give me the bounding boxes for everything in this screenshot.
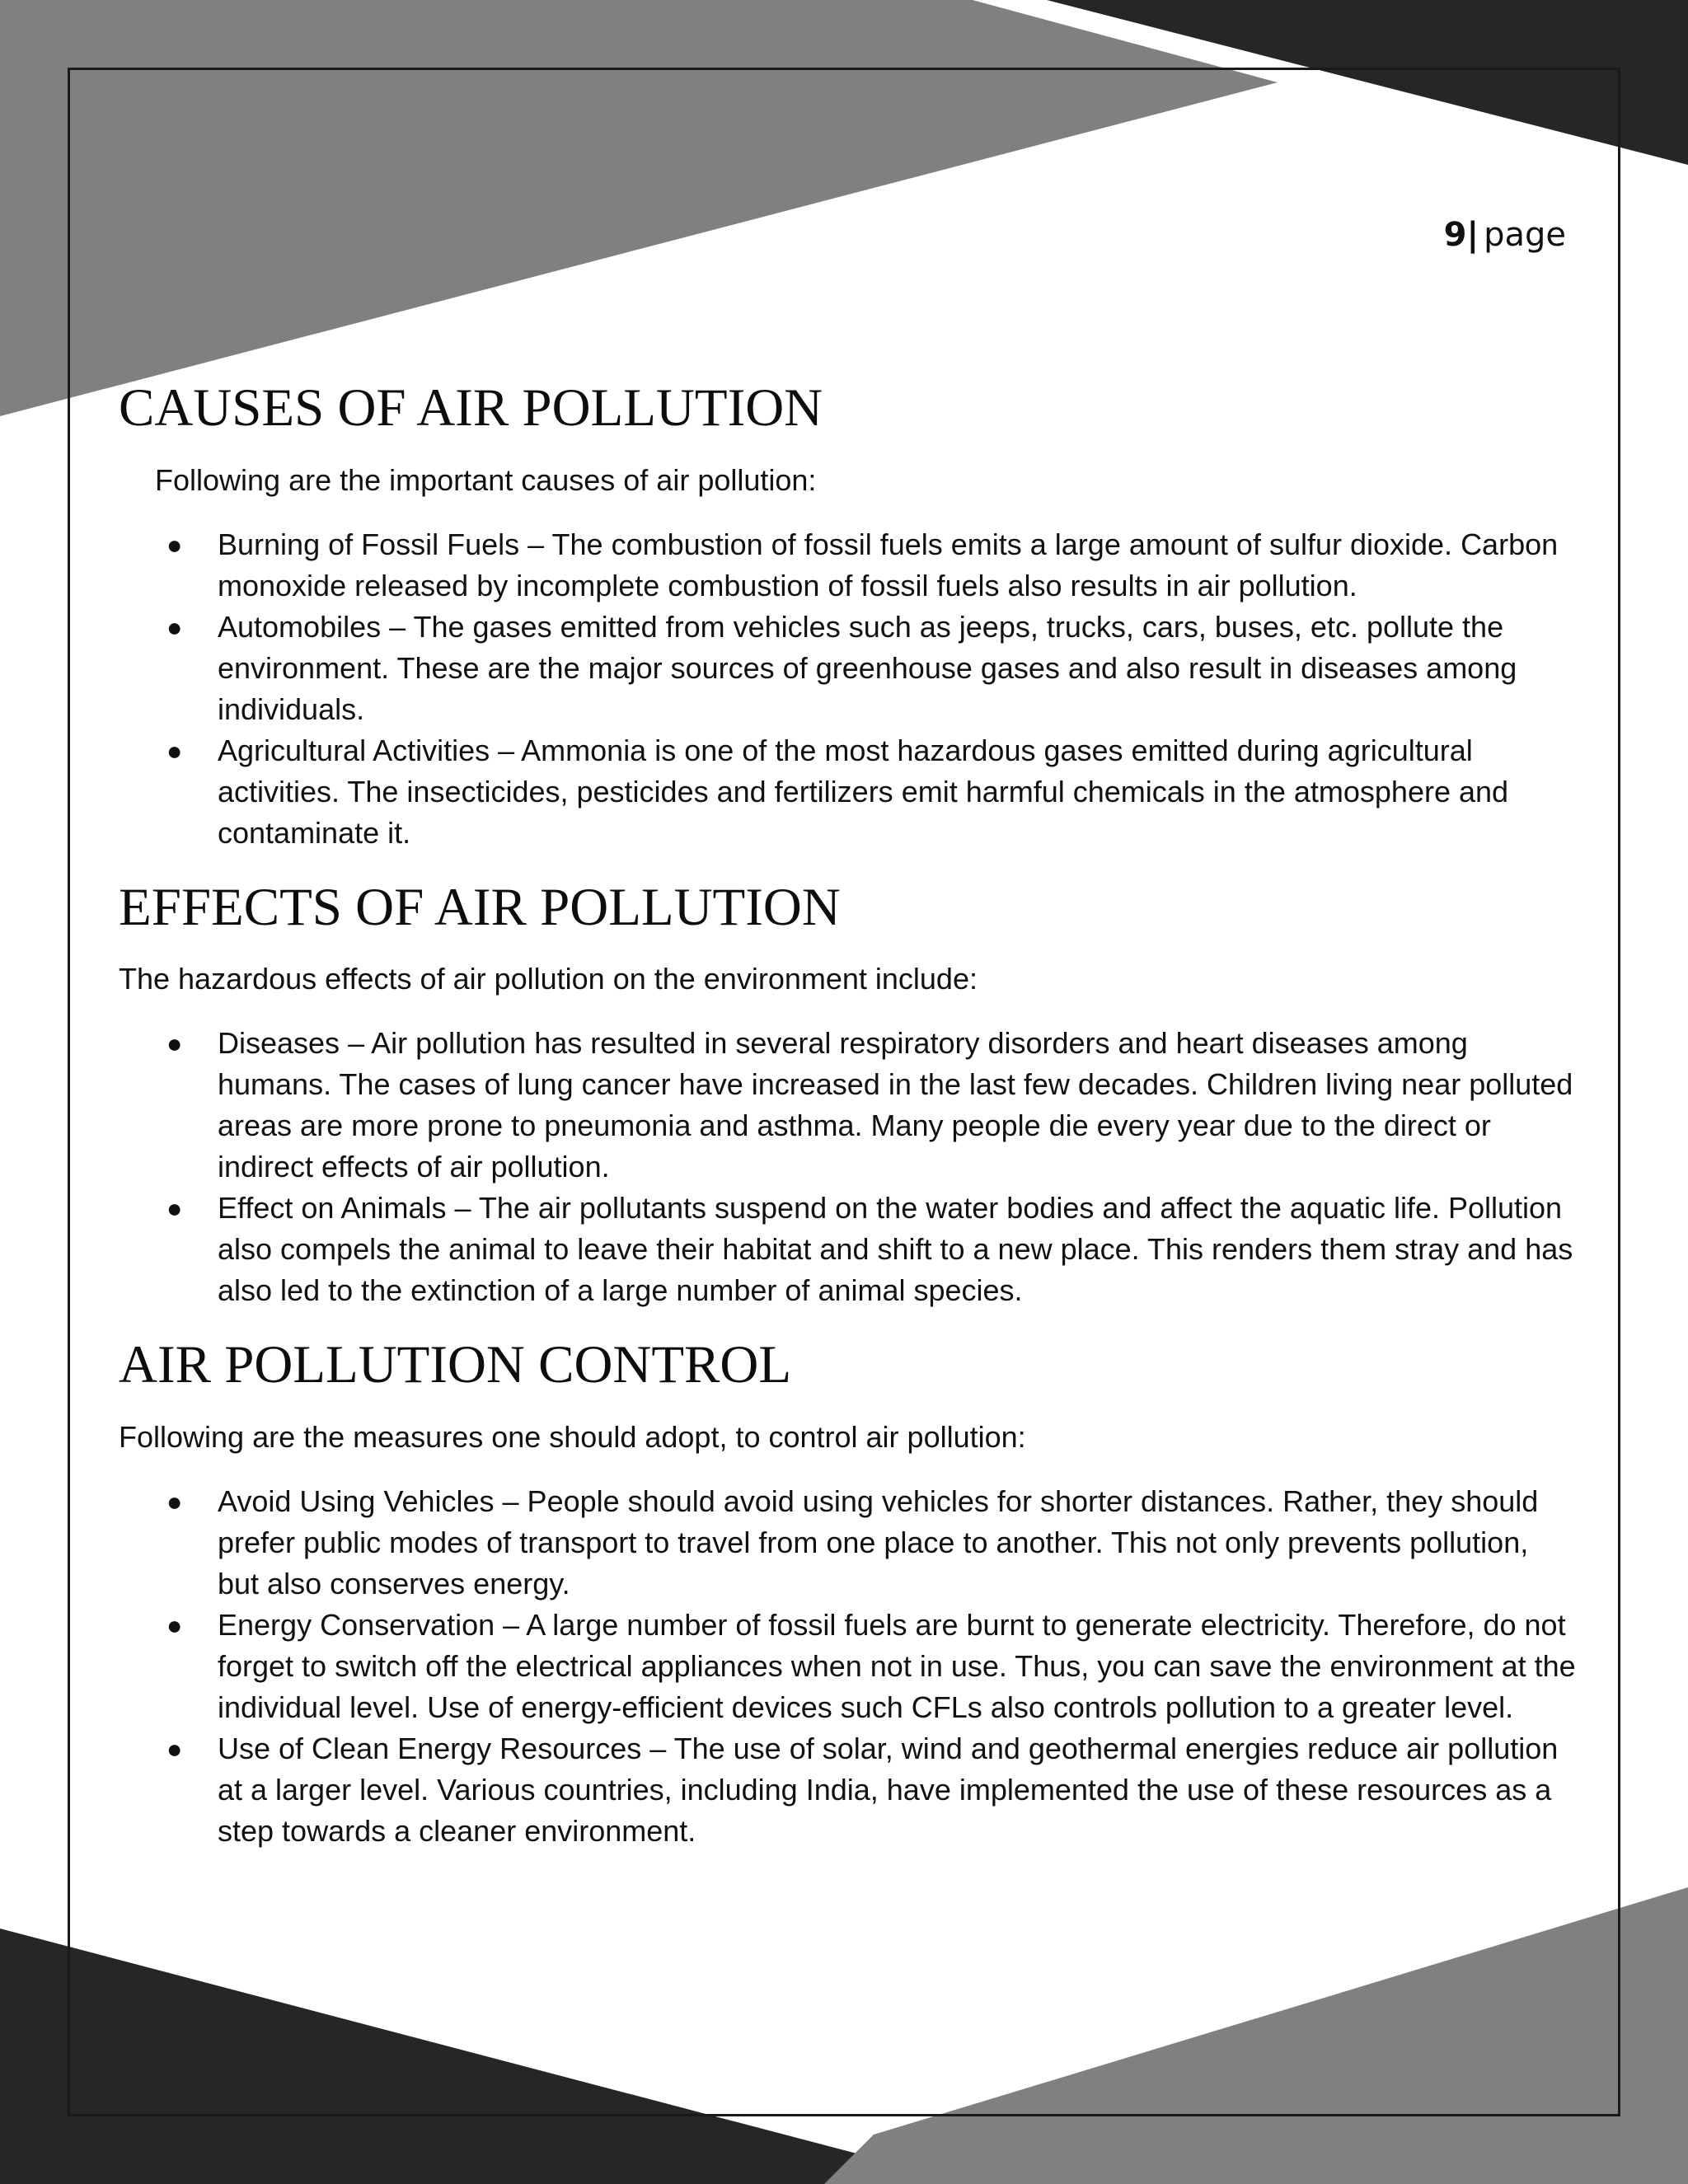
section-control [119, 1336, 1578, 1852]
bullet-icon: ● [166, 1610, 183, 1640]
bullet-list [119, 1023, 1578, 1311]
list-item [119, 1605, 1578, 1728]
bullet-icon: ● [166, 1733, 183, 1764]
page-number [1444, 216, 1566, 254]
list-item [119, 524, 1578, 607]
page-number-label: page [1484, 216, 1566, 254]
list-item [119, 1728, 1578, 1852]
bullet-icon: ● [166, 529, 183, 560]
page-number-value: 9 [1443, 216, 1467, 254]
list-item [119, 1023, 1578, 1188]
list-item-text: Use of Clean Energy Resources – The use of solar, wind and geothermal energies reduce air pollution at a larger level. Various countries, including India, have implemented the use of these resources as a step towards a cleaner environment. [218, 1731, 1559, 1848]
bullet-icon: ● [166, 1193, 183, 1223]
list-item-text: Burning of Fossil Fuels – The combustion of fossil fuels emits a large amount of sulfur dioxide. Carbon monoxide released by incomplete combustion of fossil fuels also results in air pollution. [218, 527, 1559, 602]
list-item [119, 607, 1578, 730]
list-item-text: Agricultural Activities – Ammonia is one of the most hazardous gases emitted during agricultural activities. The insecticides, pesticides and fertilizers emit harmful chemicals in the atmosphere and contaminate it. [218, 733, 1509, 850]
bullet-icon: ● [166, 612, 183, 642]
bullet-icon: ● [166, 1486, 183, 1516]
document-body [119, 379, 1578, 1877]
list-item-text: Effect on Animals – The air pollutants suspend on the water bodies and affect the aquatic life. Pollution also compels the animal to leave their habitat and shift to a new place. This renders them stray and has also led to the extinction of a large number of animal species. [218, 1191, 1573, 1307]
list-item [119, 1481, 1578, 1605]
list-item-text: Energy Conservation – A large number of fossil fuels are burnt to generate electricity. Therefore, do not forget to switch off the electrical appliances when not in use. Thus, you can save the environment at the individual level. Use of energy-efficient devices such CFLs also controls pollution to a greater level. [218, 1607, 1576, 1724]
section-effects [119, 879, 1578, 1312]
list-item-text: Diseases – Air pollution has resulted in several respiratory disorders and heart diseases among humans. The cases of lung cancer have increased in the last few decades. Children living near polluted areas are more prone to pneumonia and asthma. Many people die every year due to the direct or indirect effects of air pollution. [218, 1026, 1573, 1183]
section-intro: Following are the measures one should adopt, to control air pollution: [119, 1419, 1026, 1454]
bullet-icon: ● [166, 1029, 183, 1058]
list-item-text: Avoid Using Vehicles – People should avoid using vehicles for shorter distances. Rather, they should prefer public modes of transport to travel from one place to another. This not only prevents pollution, but also conserves energy. [218, 1483, 1539, 1601]
section-causes [119, 379, 1578, 854]
bullet-icon: ● [166, 735, 183, 766]
page-number-separator: | [1466, 216, 1479, 254]
list-item-text: Automobiles – The gases emitted from vehicles such as jeeps, trucks, cars, buses, etc. pollute the environment. These are the major sources of greenhouse gases and also result in diseases among individuals. [218, 609, 1517, 726]
list-item [119, 1188, 1578, 1311]
section-heading: AIR POLLUTION CONTROL [119, 1335, 792, 1394]
section-heading: CAUSES OF AIR POLLUTION [119, 378, 823, 438]
section-intro: Following are the important causes of air pollution: [155, 462, 817, 497]
bullet-list [119, 524, 1578, 854]
bullet-list [119, 1481, 1578, 1852]
section-intro: The hazardous effects of air pollution on the environment include: [119, 962, 978, 996]
section-heading: EFFECTS OF AIR POLLUTION [119, 877, 841, 937]
list-item [119, 730, 1578, 854]
